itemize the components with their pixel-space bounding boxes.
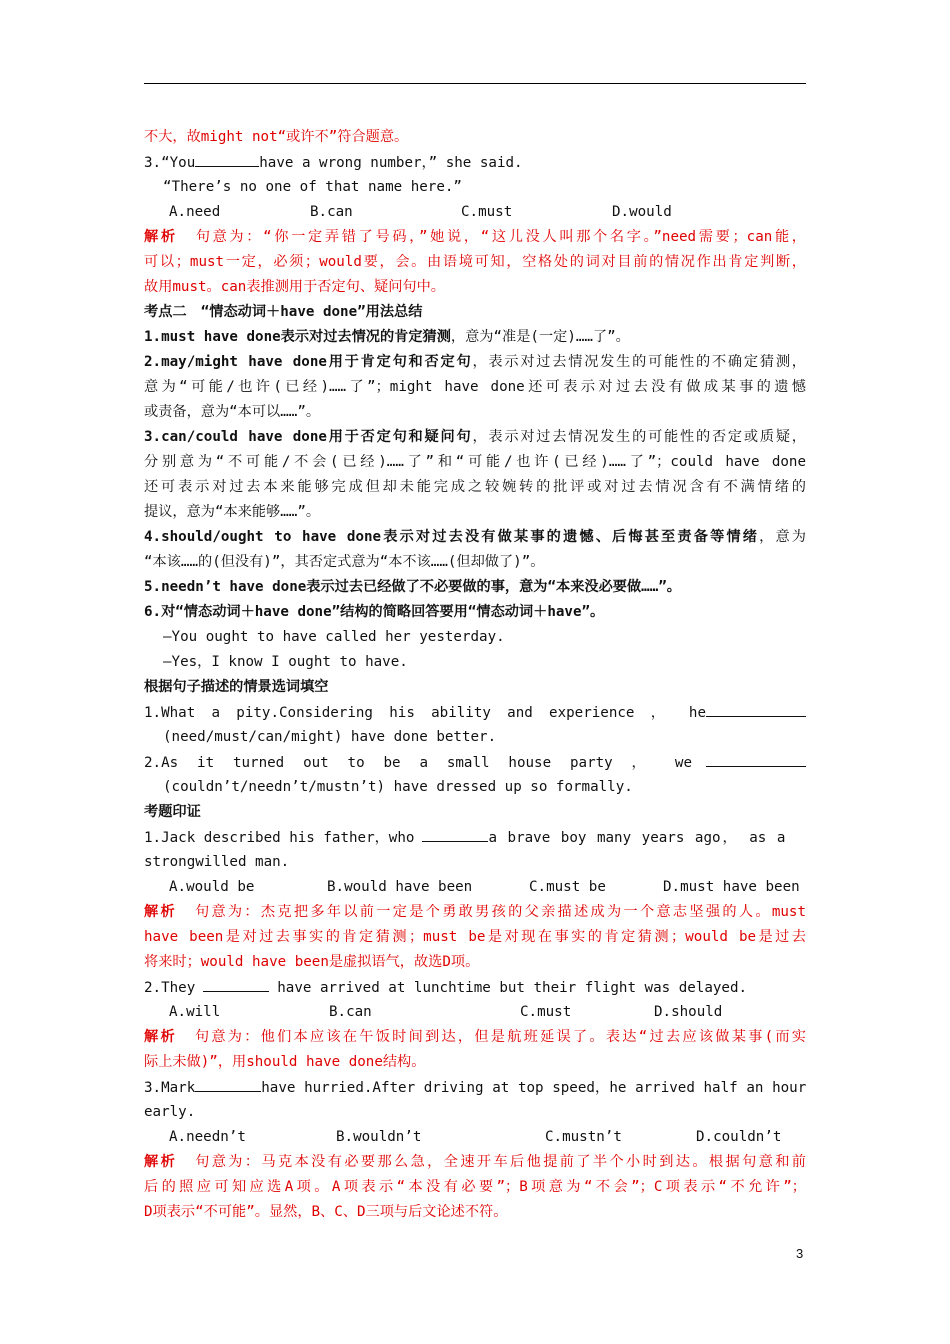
text: 3.“You xyxy=(144,155,196,171)
text: 6.对“情态动词＋have done”结构的简略回答要用“情态动词＋have”。 xyxy=(144,604,605,620)
dialogue-line xyxy=(163,650,806,675)
text: 分别意为“不可能/不会(已经)……了”和“可能/也许(已经)……了”；could have done xyxy=(144,454,806,470)
question-3-options xyxy=(144,200,806,225)
exam-1-stem xyxy=(144,825,806,850)
option-d: D.must have been xyxy=(663,879,800,895)
rule-2 xyxy=(144,350,806,375)
question-3-stem xyxy=(144,150,806,175)
exam-2-stem xyxy=(144,975,806,1000)
analysis-label: 解析 xyxy=(144,904,177,920)
text: —Yes，I know I ought to have. xyxy=(163,654,408,670)
text: a brave boy many years ago， as a xyxy=(488,830,786,846)
exam-3-stem-cont xyxy=(144,1100,806,1125)
analysis-line xyxy=(144,1050,806,1075)
analysis-line xyxy=(144,950,806,975)
text: strongwilled man. xyxy=(144,854,290,870)
exam-heading xyxy=(144,800,806,825)
text: 1.What a pity.Considering his ability and experience ， he xyxy=(144,705,706,721)
answer-blank xyxy=(195,1075,261,1092)
answer-blank xyxy=(422,825,488,842)
rule-3-cont xyxy=(144,450,806,475)
exercise-1-cont xyxy=(163,725,806,750)
text: have hurried.After driving at top speed，he arrived half an hour xyxy=(261,1080,807,1096)
analysis-line xyxy=(144,225,806,250)
analysis-line xyxy=(144,925,806,950)
exam-1-options xyxy=(144,875,806,900)
text: 后的照应可知应选A项。A项表示“本没有必要”；B项意为“不会”；C项表示“不允许”； xyxy=(144,1179,806,1195)
text: —You ought to have called her yesterday. xyxy=(163,629,505,645)
option-d: D.should xyxy=(654,1004,723,1020)
text: 考题印证 xyxy=(144,804,201,820)
text: 或责备，意为“本可以……”。 xyxy=(144,404,321,420)
analysis-label: 解析 xyxy=(144,229,178,245)
rule-6 xyxy=(144,600,806,625)
text: ，意为 xyxy=(759,529,806,545)
exercise-1 xyxy=(144,700,806,725)
text: 句意为：“你一定弄错了号码，”她说，“这儿没人叫那个名字。”need需要；can能， xyxy=(195,229,806,245)
answer-blank xyxy=(706,750,806,767)
analysis-label: 解析 xyxy=(144,1154,178,1170)
rule-term: 3.can/could have done用于否定句和疑问句 xyxy=(144,429,473,445)
text: “本该……的(但没有)”，其否定式意为“本不该……(但却做了)”。 xyxy=(144,554,545,570)
text: 2.As it turned out to be a small house party ， we xyxy=(144,755,692,771)
question-3-reply xyxy=(163,175,806,200)
text: (couldn’t/needn’t/mustn’t) have dressed up so formally. xyxy=(163,779,633,795)
text: (need/must/can/might) have done better. xyxy=(163,729,497,745)
answer-blank xyxy=(706,700,806,717)
option-a: A.need xyxy=(169,204,221,220)
text: have been是对过去事实的肯定猜测；must be是对现在事实的肯定猜测；would be是过去 xyxy=(144,929,806,945)
analysis-line xyxy=(144,250,806,275)
option-d: D.couldn’t xyxy=(696,1129,782,1145)
text: 将来时；would have been是虚拟语气，故选D项。 xyxy=(144,954,480,970)
text: 2.They xyxy=(144,980,196,996)
option-c: C.must be xyxy=(529,879,606,895)
rule-2-cont xyxy=(144,400,806,425)
option-c: C.must xyxy=(461,204,513,220)
answer-blank xyxy=(195,150,259,167)
option-d: D.would xyxy=(612,204,672,220)
text: ，意为“准是(一定)……了”。 xyxy=(450,329,630,345)
header-rule xyxy=(144,83,806,84)
option-b: B.can xyxy=(310,204,353,220)
rule-4-cont xyxy=(144,550,806,575)
exam-3-options xyxy=(144,1125,806,1150)
analysis-label: 解析 xyxy=(144,1029,177,1045)
analysis-line xyxy=(144,1150,806,1175)
exam-2-options xyxy=(144,1000,806,1025)
option-b: B.can xyxy=(329,1004,372,1020)
text: 际上未做)”，用should have done结构。 xyxy=(144,1054,426,1070)
text: D项表示“不可能”。显然，B、C、D三项与后文论述不符。 xyxy=(144,1204,508,1220)
text: 句意为：他们本应该在午饭时间到达，但是航班延误了。表达“过去应该做某事(而实 xyxy=(194,1029,806,1045)
text: 意为“可能/也许(已经)……了”；might have done还可表示对过去没有做成某事的遗憾 xyxy=(144,379,806,395)
option-c: C.must xyxy=(520,1004,572,1020)
exam-1-stem-cont xyxy=(144,850,806,875)
rule-3-cont xyxy=(144,500,806,525)
analysis-line xyxy=(144,900,806,925)
analysis-line xyxy=(144,1025,806,1050)
text: 提议，意为“本来能够……”。 xyxy=(144,504,321,520)
rule-1 xyxy=(144,325,806,350)
exercise-2-cont xyxy=(163,775,806,800)
analysis-line xyxy=(144,1200,806,1225)
text: 故用must。can表推测用于否定句、疑问句中。 xyxy=(144,279,445,295)
text: ，表示对过去情况发生的可能性的不确定猜测， xyxy=(472,354,806,370)
text: 可以；must一定，必须；would要，会。由语境可知，空格处的词对目前的情况作出肯定判断， xyxy=(144,254,806,270)
dialogue-line xyxy=(163,625,806,650)
option-c: C.mustn’t xyxy=(545,1129,622,1145)
text: 1.Jack described his father，who xyxy=(144,830,415,846)
rule-5 xyxy=(144,575,806,600)
text: ，表示对过去情况发生的可能性的否定或质疑， xyxy=(472,429,806,445)
text: early. xyxy=(144,1104,196,1120)
text: 还可表示对过去本来能够完成但却未能完成之较婉转的批评或对过去情况含有不满情绪的 xyxy=(144,479,806,495)
option-a: A.will xyxy=(169,1004,221,1020)
answer-blank xyxy=(203,975,269,992)
text: 不大，故might not“或许不”符合题意。 xyxy=(144,129,409,145)
rule-3-cont xyxy=(144,475,806,500)
text: 5.needn’t have done表示过去已经做了不必要做的事，意为“本来没必要做……”。 xyxy=(144,579,681,595)
exercise-heading xyxy=(144,675,806,700)
answer-continuation xyxy=(144,125,806,150)
option-a: A.needn’t xyxy=(169,1129,246,1145)
option-b: B.wouldn’t xyxy=(336,1129,422,1145)
rule-term: 1.must have done表示对过去情况的肯定猜测 xyxy=(144,329,451,345)
rule-4 xyxy=(144,525,806,550)
option-b: B.would have been xyxy=(327,879,473,895)
exercise-2 xyxy=(144,750,806,775)
text: 句意为：马克本没有必要那么急，全速开车后他提前了半个小时到达。根据句意和前 xyxy=(195,1154,806,1170)
text: 考点二 “情态动词＋have done”用法总结 xyxy=(144,304,423,320)
text: 句意为：杰克把多年以前一定是个勇敢男孩的父亲描述成为一个意志坚强的人。must xyxy=(194,904,806,920)
rule-3 xyxy=(144,425,806,450)
rule-term: 2.may/might have done用于肯定句和否定句 xyxy=(144,354,473,370)
rule-term: 4.should/ought to have done表示对过去没有做某事的遗憾、后悔甚至责备等情绪 xyxy=(144,529,760,545)
option-a: A.would be xyxy=(169,879,255,895)
text: have a wrong number，” she said. xyxy=(259,155,523,171)
text: “There’s no one of that name here.” xyxy=(163,179,462,195)
page-number: 3 xyxy=(796,1246,804,1261)
section-heading xyxy=(144,300,806,325)
exam-3-stem xyxy=(144,1075,806,1100)
text: 3.Mark xyxy=(144,1080,196,1096)
text: have arrived at lunchtime but their flight was delayed. xyxy=(277,980,748,996)
text: 根据句子描述的情景选词填空 xyxy=(144,679,329,695)
analysis-line xyxy=(144,275,806,300)
analysis-line xyxy=(144,1175,806,1200)
rule-2-cont xyxy=(144,375,806,400)
